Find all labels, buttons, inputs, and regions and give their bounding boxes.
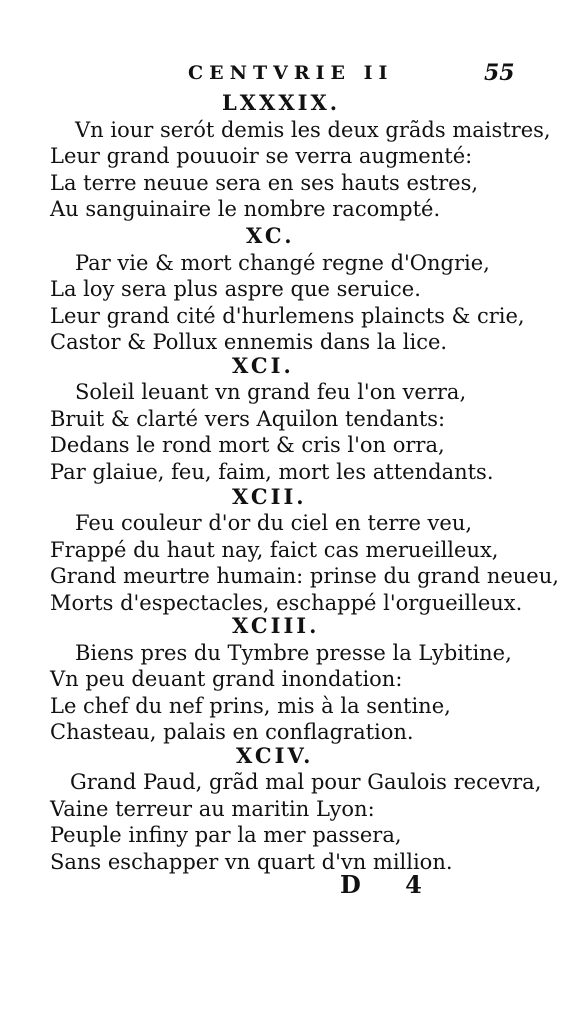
quatrain-line: Biens pres du Tymbre presse la Lybitine, (75, 641, 512, 665)
quatrain-number-94: XCIV. (236, 743, 314, 768)
page-number: 55 (484, 60, 515, 86)
quatrain-line: La terre neuue sera en ses hauts estres, (50, 171, 479, 195)
quatrain-number-92: XCII. (232, 484, 307, 509)
quatrain-line: Grand Paud, grãd mal pour Gaulois recevra, (70, 770, 542, 794)
quatrain-line: Dedans le rond mort & cris l'on orra, (50, 433, 445, 457)
quatrain-line: Grand meurtre humain: prinse du grand neueu, (50, 564, 559, 588)
quatrain-number-89: LXXXIX. (222, 90, 341, 115)
quatrain-line: Frappé du haut nay, faict cas merueilleux, (50, 538, 499, 562)
quatrain-line: La loy sera plus aspre que seruice. (50, 277, 421, 301)
signature-mark: D 4 (340, 870, 440, 899)
quatrain-line: Par glaiue, feu, faim, mort les attendants. (50, 460, 494, 484)
quatrain-line: Soleil leuant vn grand feu l'on verra, (75, 380, 467, 404)
quatrain-number-93: XCIII. (232, 613, 320, 638)
quatrain-line: Chasteau, palais en conflagration. (50, 720, 414, 744)
quatrain-line: Peuple infiny par la mer passera, (50, 823, 402, 847)
quatrain-line: Vaine terreur au maritin Lyon: (50, 797, 375, 821)
quatrain-line: Au sanguinaire le nombre racompté. (50, 197, 441, 221)
quatrain-line: Vn peu deuant grand inondation: (50, 667, 403, 691)
quatrain-line: Leur grand pouuoir se verra augmenté: (50, 144, 473, 168)
quatrain-line: Le chef du nef prins, mis à la sentine, (50, 694, 451, 718)
quatrain-line: Sans eschapper vn quart d'vn million. (50, 850, 453, 874)
running-head: CENTVRIE II (188, 62, 394, 84)
quatrain-line: Vn iour serót demis les deux grãds maistres, (75, 118, 551, 142)
quatrain-line: Leur grand cité d'hurlemens plaincts & crie, (50, 304, 525, 328)
quatrain-line: Castor & Pollux ennemis dans la lice. (50, 330, 448, 354)
quatrain-line: Par vie & mort changé regne d'Ongrie, (75, 251, 490, 275)
quatrain-line: Morts d'espectacles, eschappé l'orgueilleux. (50, 591, 523, 615)
quatrain-number-90: XC. (246, 223, 295, 248)
quatrain-line: Feu couleur d'or du ciel en terre veu, (75, 511, 473, 535)
quatrain-line: Bruit & clarté vers Aquilon tendants: (50, 407, 446, 431)
quatrain-number-91: XCI. (232, 353, 294, 378)
